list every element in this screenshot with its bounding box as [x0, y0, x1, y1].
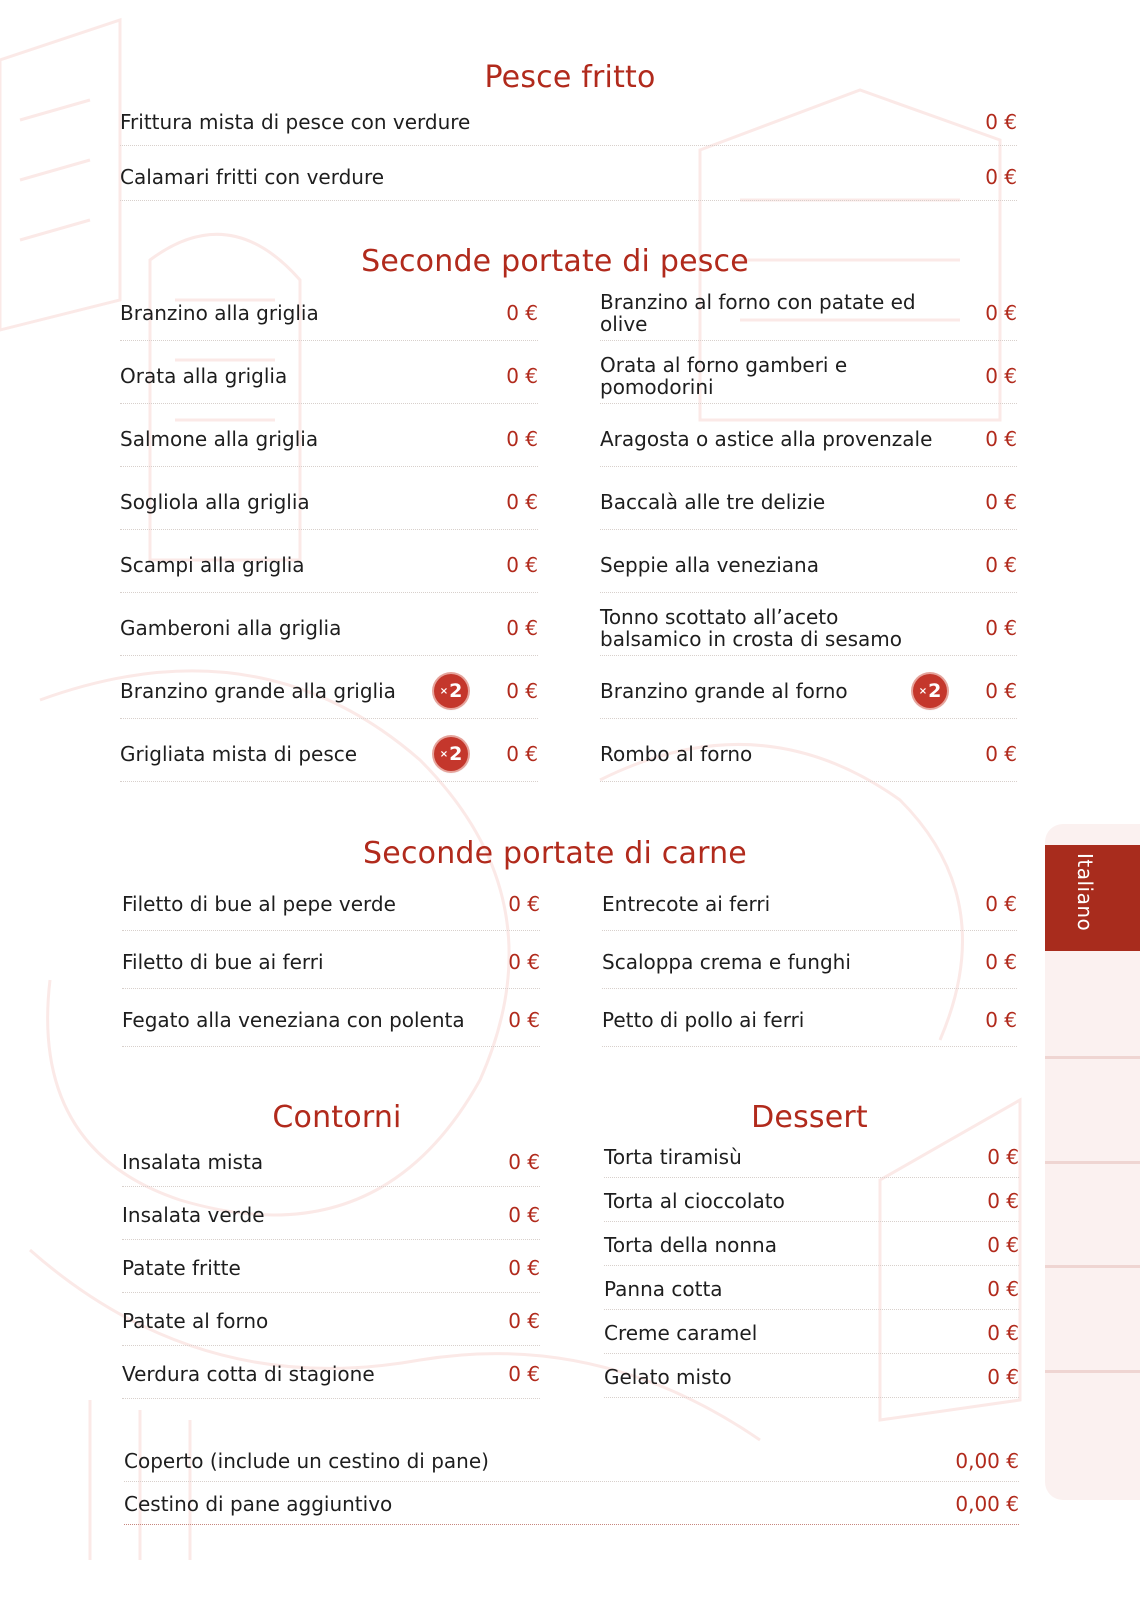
menu-item: [120, 411, 538, 467]
language-tab-italiano[interactable]: [1045, 845, 1140, 951]
item-name: Grigliata mista di pesce: [120, 741, 358, 766]
menu-item: [120, 153, 1017, 201]
menu-item: [600, 285, 1017, 341]
item-price: 0 €: [985, 164, 1017, 189]
menu-item: [600, 600, 1017, 656]
item-price: 0 €: [985, 741, 1017, 766]
item-name: Filetto di bue ai ferri: [122, 949, 324, 974]
item-name: Branzino al forno con patate ed olive: [600, 289, 916, 336]
item-name: Orata al forno gamberi e pomodorini: [600, 352, 848, 399]
section-title-dessert: Dessert: [751, 1100, 868, 1135]
badge-value: 2: [449, 679, 463, 702]
menu-item: [600, 348, 1017, 404]
item-price: 0 €: [508, 1255, 540, 1280]
menu-item: [122, 993, 540, 1047]
item-price: 0 €: [508, 1149, 540, 1174]
item-price: 0 €: [506, 300, 538, 325]
item-price: 0 €: [508, 949, 540, 974]
menu-item: [122, 877, 540, 931]
menu-item: [604, 1181, 1019, 1222]
item-name: Branzino grande alla griglia: [120, 678, 396, 703]
item-name: Entrecote ai ferri: [602, 891, 771, 916]
item-price: 0 €: [985, 949, 1017, 974]
item-name: Sogliola alla griglia: [120, 489, 310, 514]
item-name: Salmone alla griglia: [120, 426, 319, 451]
item-price: 0 €: [508, 1361, 540, 1386]
menu-item: [122, 1296, 540, 1346]
item-name: Insalata verde: [122, 1202, 265, 1227]
item-name: Baccalà alle tre delizie: [600, 489, 826, 514]
item-name: Filetto di bue al pepe verde: [122, 891, 396, 916]
menu-item: [600, 537, 1017, 593]
item-price: 0 €: [987, 1277, 1019, 1301]
menu-item: [600, 474, 1017, 530]
item-price: 0,00 €: [955, 1448, 1019, 1473]
menu-item: [604, 1357, 1019, 1398]
menu-item: [120, 726, 538, 782]
item-price: 0 €: [987, 1321, 1019, 1345]
item-price: 0 €: [985, 363, 1017, 388]
item-name: Fegato alla veneziana con polenta: [122, 1007, 465, 1032]
item-price: 0 €: [985, 552, 1017, 577]
item-name: Petto di pollo ai ferri: [602, 1007, 805, 1032]
item-price: 0 €: [985, 891, 1017, 916]
item-price: 0 €: [985, 615, 1017, 640]
menu-item: [604, 1225, 1019, 1266]
section-title-seconde-pesce: Seconde portate di pesce: [361, 244, 749, 279]
item-price: 0 €: [508, 891, 540, 916]
item-name: Orata alla griglia: [120, 363, 288, 388]
menu-item: [124, 1440, 1019, 1482]
item-price: 0 €: [987, 1145, 1019, 1169]
item-name: Torta tiramisù: [604, 1145, 742, 1169]
item-name: Coperto (include un cestino di pane): [124, 1448, 489, 1473]
menu-item: [120, 285, 538, 341]
item-price: 0 €: [506, 363, 538, 388]
item-price: 0 €: [985, 109, 1017, 134]
item-name: Calamari fritti con verdure: [120, 164, 385, 189]
item-name: Branzino grande al forno: [600, 678, 848, 703]
menu-item: [120, 537, 538, 593]
item-name: Scaloppa crema e funghi: [602, 949, 851, 974]
menu-item: [600, 411, 1017, 467]
item-name: Scampi alla griglia: [120, 552, 305, 577]
menu-item: [604, 1269, 1019, 1310]
item-price: 0 €: [508, 1007, 540, 1032]
x2-icon: × 2: [434, 737, 468, 771]
item-name: Torta della nonna: [604, 1233, 777, 1257]
menu-item: [122, 1243, 540, 1293]
item-price: 0 €: [985, 1007, 1017, 1032]
item-price: 0 €: [506, 678, 538, 703]
menu-item: [600, 726, 1017, 782]
menu-item: [120, 98, 1017, 146]
x2-icon: × 2: [434, 674, 468, 708]
item-name: Creme caramel: [604, 1321, 758, 1345]
menu-item: [602, 993, 1017, 1047]
item-name: Insalata mista: [122, 1149, 264, 1174]
badge-value: 2: [449, 742, 463, 765]
menu-item: [122, 1137, 540, 1187]
badge-value: 2: [928, 679, 942, 702]
menu-item: [600, 663, 1017, 719]
item-price: 0 €: [987, 1233, 1019, 1257]
item-price: 0,00 €: [955, 1491, 1019, 1516]
item-price: 0 €: [987, 1365, 1019, 1389]
language-tab-label: Italiano: [1073, 853, 1097, 932]
item-name: Aragosta o astice alla provenzale: [600, 426, 933, 451]
item-name: Torta al cioccolato: [604, 1189, 785, 1213]
menu-item: [124, 1483, 1019, 1525]
section-title-contorni: Contorni: [272, 1100, 402, 1135]
menu-item: [120, 348, 538, 404]
menu-item: [120, 600, 538, 656]
menu-item: [122, 1190, 540, 1240]
menu-item: [602, 877, 1017, 931]
menu-item: [120, 474, 538, 530]
item-price: 0 €: [506, 489, 538, 514]
item-price: 0 €: [506, 615, 538, 640]
x2-icon: × 2: [913, 674, 947, 708]
section-title-seconde-carne: Seconde portate di carne: [363, 836, 747, 871]
menu-item: [604, 1137, 1019, 1178]
item-price: 0 €: [508, 1202, 540, 1227]
item-name: Patate fritte: [122, 1255, 241, 1280]
section-title-pesce-fritto: Pesce fritto: [484, 60, 656, 95]
item-name: Patate al forno: [122, 1308, 269, 1333]
item-price: 0 €: [985, 426, 1017, 451]
item-name: Branzino alla griglia: [120, 300, 319, 325]
item-price: 0 €: [506, 741, 538, 766]
item-name: Rombo al forno: [600, 741, 753, 766]
item-name: Seppie alla veneziana: [600, 552, 819, 577]
item-name: Frittura mista di pesce con verdure: [120, 109, 471, 134]
item-price: 0 €: [985, 300, 1017, 325]
menu-item: [604, 1313, 1019, 1354]
item-price: 0 €: [987, 1189, 1019, 1213]
item-name: Verdura cotta di stagione: [122, 1361, 375, 1386]
item-name: Tonno scottato all’aceto balsamico in crosta di sesamo: [600, 604, 903, 651]
item-name: Cestino di pane aggiuntivo: [124, 1491, 393, 1516]
item-price: 0 €: [506, 552, 538, 577]
item-price: 0 €: [508, 1308, 540, 1333]
item-name: Gamberoni alla griglia: [120, 615, 342, 640]
item-price: 0 €: [985, 489, 1017, 514]
menu-item: [602, 935, 1017, 989]
item-name: Gelato misto: [604, 1365, 732, 1389]
item-price: 0 €: [506, 426, 538, 451]
menu-item: [122, 1349, 540, 1399]
item-price: 0 €: [985, 678, 1017, 703]
menu-item: [122, 935, 540, 989]
menu-item: [120, 663, 538, 719]
item-name: Panna cotta: [604, 1277, 723, 1301]
